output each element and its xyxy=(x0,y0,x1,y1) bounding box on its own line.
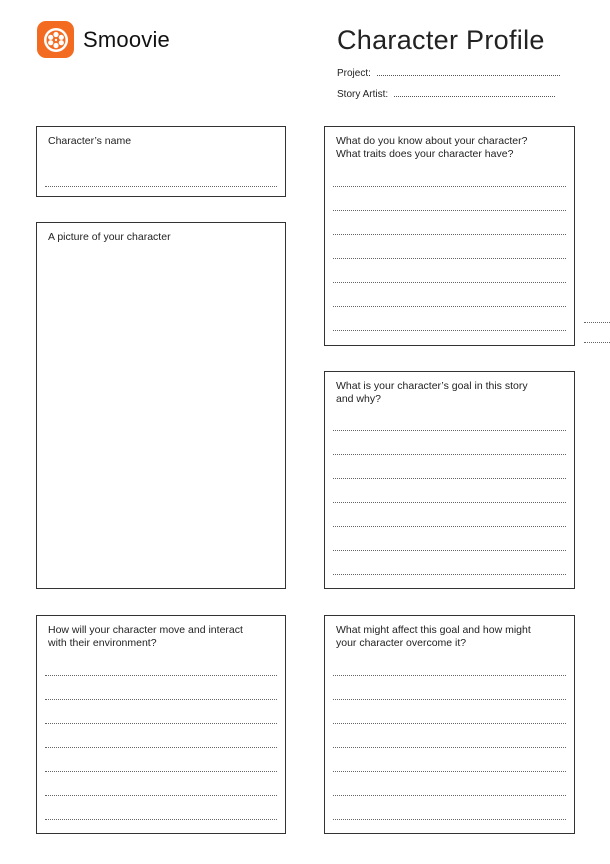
character-goal-label: What is your character’s goal in this story and why? xyxy=(336,380,528,405)
character-picture-label: A picture of your character xyxy=(48,231,171,243)
write-line[interactable] xyxy=(333,502,566,503)
story-artist-label: Story Artist: xyxy=(337,89,389,100)
character-picture-box[interactable] xyxy=(36,222,286,589)
write-line[interactable] xyxy=(333,723,566,724)
character-movement-box[interactable] xyxy=(36,615,286,834)
character-obstacles-box[interactable] xyxy=(324,615,575,834)
write-line[interactable] xyxy=(333,330,566,331)
character-traits-box[interactable] xyxy=(324,126,575,346)
write-line[interactable] xyxy=(333,675,566,676)
write-line[interactable] xyxy=(333,795,566,796)
character-name-label: Character’s name xyxy=(48,135,132,147)
write-line[interactable] xyxy=(333,454,566,455)
write-line[interactable] xyxy=(45,723,277,724)
character-obstacles-label: What might affect this goal and how might your character overcome it? xyxy=(336,624,531,649)
story-artist-dotted-line[interactable] xyxy=(394,95,555,97)
write-line[interactable] xyxy=(45,819,277,820)
brand-name: Smoovie xyxy=(83,26,170,52)
write-line[interactable] xyxy=(333,526,566,527)
project-label: Project: xyxy=(337,68,371,79)
write-line[interactable] xyxy=(333,550,566,551)
stray-dotted-line xyxy=(584,342,610,343)
character-movement-label: How will your character move and interact with their environment? xyxy=(48,624,243,649)
write-line[interactable] xyxy=(333,819,566,820)
write-line[interactable] xyxy=(45,675,277,676)
character-traits-label: What do you know about your character? What traits does your character have? xyxy=(336,135,528,160)
write-line[interactable] xyxy=(333,186,566,187)
write-line[interactable] xyxy=(333,771,566,772)
project-dotted-line[interactable] xyxy=(377,74,560,76)
write-line[interactable] xyxy=(45,747,277,748)
film-reel-icon xyxy=(37,21,74,58)
stray-dotted-line xyxy=(584,322,610,323)
write-line[interactable] xyxy=(333,306,566,307)
write-line[interactable] xyxy=(333,258,566,259)
project-field[interactable] xyxy=(337,68,560,79)
write-line[interactable] xyxy=(333,210,566,211)
write-line[interactable] xyxy=(333,747,566,748)
write-line[interactable] xyxy=(45,795,277,796)
write-line[interactable] xyxy=(333,234,566,235)
brand-logo xyxy=(37,21,170,58)
write-line[interactable] xyxy=(333,430,566,431)
write-line[interactable] xyxy=(333,478,566,479)
write-line[interactable] xyxy=(45,771,277,772)
character-name-box[interactable] xyxy=(36,126,286,197)
page-title: Character Profile xyxy=(337,25,545,55)
write-line[interactable] xyxy=(333,699,566,700)
write-line[interactable] xyxy=(45,699,277,700)
story-artist-field[interactable] xyxy=(337,89,555,100)
write-line[interactable] xyxy=(333,574,566,575)
write-line[interactable] xyxy=(45,186,277,187)
write-line[interactable] xyxy=(333,282,566,283)
character-goal-box[interactable] xyxy=(324,371,575,589)
